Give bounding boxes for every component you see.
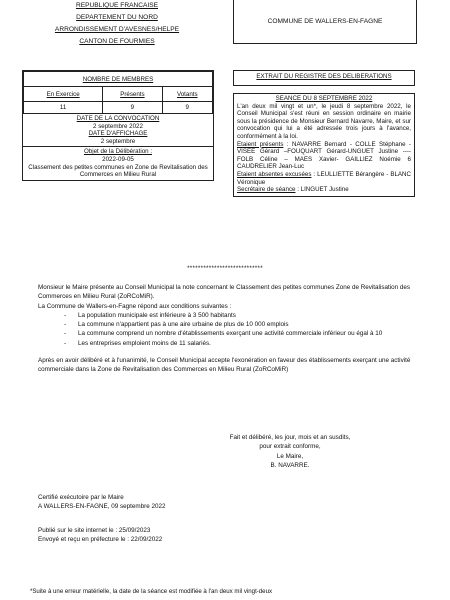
date-convocation: 2 septembre 2022 (93, 122, 143, 130)
objet-number: 2022-09-05 (102, 155, 134, 163)
excuses-line (237, 171, 411, 186)
signature-block (225, 433, 355, 470)
signature-name: B. NAVARRE. (270, 461, 310, 469)
secretaire-label: Secrétaire de séance (237, 186, 296, 194)
deliberation-body (38, 283, 418, 375)
paragraph-intro: Monsieur le Maire présente au Conseil Municipal la note concernant le Classement des petites communes Zone de Revitalisation des Commerces en Milieu Rural (ZoRCoMiR). (38, 284, 411, 301)
members-box (22, 70, 214, 181)
excuses-names: : LEULLIETTE Bérangère - BLANC Véronique (237, 170, 411, 186)
seance-intro: L'an deux mil vingt et un*, le jeudi 8 septembre 2022, le Conseil Municipal s'est réuni en session ordinaire en mairie sous la présidence de Monsieur Bernard Navarre, Maire, et sur convocation qui lui a été adressée trois jours à l'avance, conformément à la loi. (237, 102, 411, 140)
header-departement: DEPARTEMENT DU NORD (76, 14, 158, 21)
convocation-block (23, 114, 213, 146)
presents-label: Etaient présents (237, 140, 284, 148)
date-affichage-label: DATE D'AFFICHAGE (88, 130, 148, 138)
presents-names: : NAVARRE Bernard - COLLE Stéphane - VISEE Gérard –FOUQUART Gérard-UNGUET Justine ---- FOLB Céline – MAES Xavier- GAILLIEZ Noémie 6 CAUDRELIER Jean-Luc (237, 140, 411, 171)
extrait-title: EXTRAIT DU REGISTRE DES DELIBERATIONS (233, 70, 415, 86)
excuses-label: Etaient absentes excusées (237, 170, 312, 178)
value-votants: 9 (162, 102, 212, 114)
date-convocation-label: DATE DE LA CONVOCATION (76, 115, 160, 122)
certification-block (38, 493, 338, 512)
signature-line: Le Maire, (276, 452, 304, 460)
seance-block (233, 93, 415, 197)
list-item: - La population municipale est inférieure à 3 500 habitants (78, 311, 418, 320)
col-presents: Présents (103, 87, 162, 102)
publication-date: Publié sur le site internet le : 25/09/2023 (38, 527, 151, 534)
header-republique: REPUBLIQUE FRANCAISE (75, 2, 159, 9)
objet-block (23, 146, 213, 179)
commune-box (233, 0, 417, 44)
conditions-list (38, 311, 418, 348)
secretaire-name: : LINGUET Justine (295, 186, 349, 194)
date-affichage: 2 septembre (100, 137, 136, 145)
signature-line: Fait et délibéré, les jour, mois et an susdits, (229, 434, 351, 441)
prefecture-date: Envoyé et reçu en préfecture le : 22/09/2022 (38, 536, 163, 544)
separator: **************************** (187, 265, 263, 272)
seance-title: SEANCE DU 8 SEPTEMBRE 2022 (275, 95, 373, 102)
list-item: - La commune comprend un nombre d'établissements exerçant une activité commerciale inférieur ou égal à 10 (78, 329, 418, 338)
header-canton: CANTON DE FOURMIES (79, 38, 155, 45)
publication-block (38, 526, 338, 545)
objet-text: Classement des petites communes en Zone de Revitalisation des Commerces en Milieu Rural (28, 163, 208, 179)
members-title: NOMBRE DE MEMBRES (24, 72, 213, 87)
commune-name: COMMUNE DE WALLERS-EN-FAGNE (267, 18, 383, 25)
objet-label: Objet de la Délibération : (83, 148, 153, 156)
list-item: - La commune n'appartient pas à une aire urbaine de plus de 10 000 emplois (78, 320, 418, 329)
list-item: - Les entreprises emploient moins de 11 salariés. (78, 339, 418, 348)
value-en-exercice: 11 (24, 102, 103, 114)
signature-line: pour extrait conforme, (259, 443, 321, 451)
paragraph-conditions: La Commune de Wallers-en-Fagne répond aux conditions suivantes : (38, 302, 232, 310)
footnote: *Suite à une erreur matérielle, la date de la séance est modifiée à l'an deux mil vingt-deux (30, 588, 273, 595)
presents-line (237, 141, 411, 171)
certification-line: Certifié exécutoire par le Maire (38, 494, 124, 501)
header-block (22, 0, 212, 48)
value-presents: 9 (103, 102, 162, 114)
col-en-exercice: En Exercice (24, 87, 103, 102)
paragraph-decision: Après en avoir délibéré et à l'unanimité, le Conseil Municipal accepte l'exonération en faveur des établissements exerçant une activité commerciale dans la Zone de Revitalisation des Commerces en Milieu Rural (ZoRCoMiR) (38, 357, 411, 374)
certification-place-date: A WALLERS-EN-FAGNE, 09 septembre 2022 (38, 503, 166, 511)
secretaire-line (237, 186, 411, 194)
col-votants: Votants (162, 87, 212, 102)
members-table (23, 71, 213, 114)
header-arrondissement: ARRONDISSEMENT D'AVESNES/HELPE (54, 26, 180, 33)
extrait-box (233, 70, 415, 197)
